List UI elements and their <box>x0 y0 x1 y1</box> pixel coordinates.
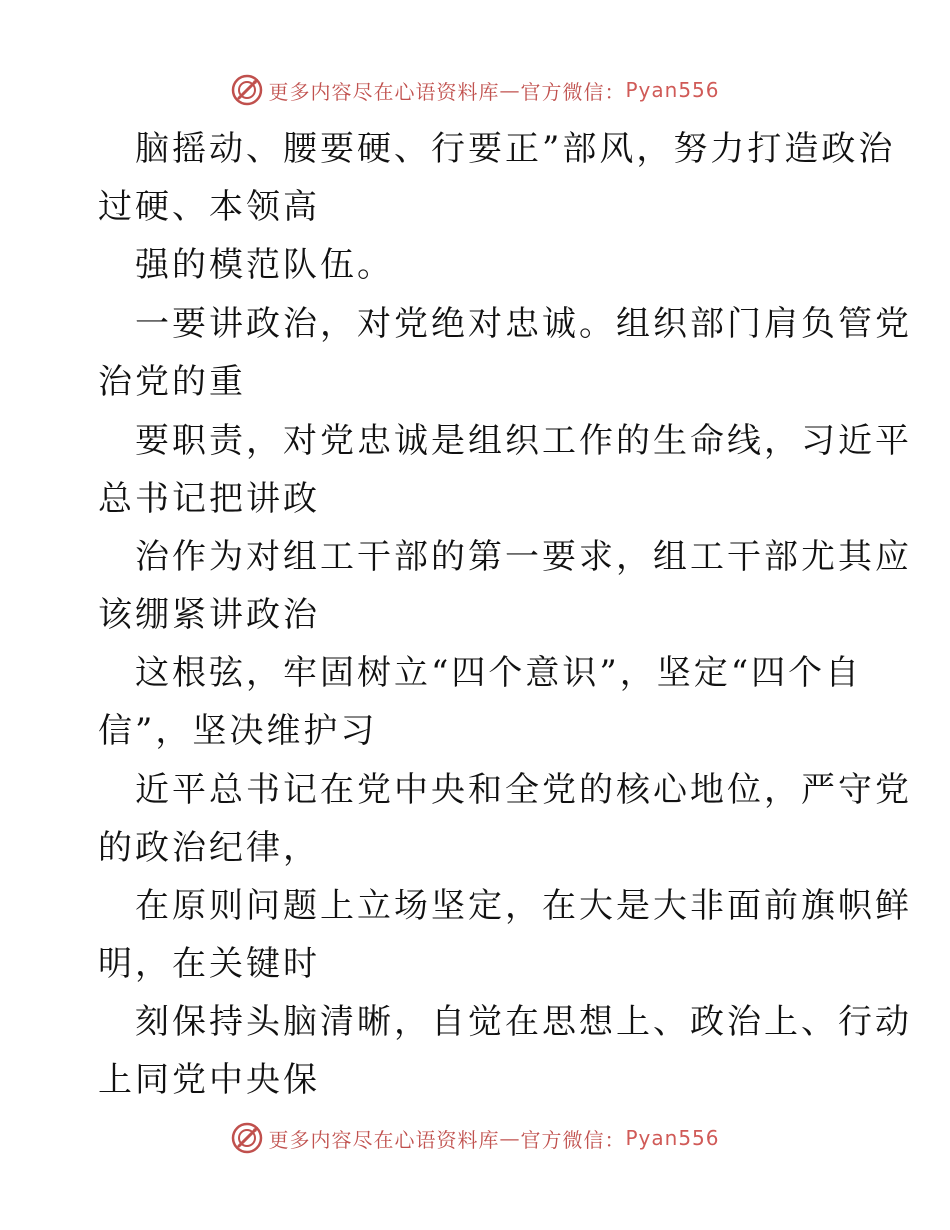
text-line: 该绷紧讲政治 <box>98 595 320 635</box>
text-line: 一要讲政治，对党绝对忠诚。组织部门肩负管党 <box>135 304 912 344</box>
banner-wechat-label: 官方微信： <box>520 1127 626 1152</box>
text-line: 刻保持头脑清晰，自觉在思想上、政治上、行动 <box>135 1002 912 1042</box>
text-line: 上同党中央保 <box>98 1060 320 1100</box>
banner-wechat-id: Pyan556 <box>625 1126 720 1150</box>
text-line: 明，在关键时 <box>98 944 320 984</box>
banner-dash: — <box>499 1126 521 1150</box>
text-line: 的政治纪律， <box>98 828 320 868</box>
text-line: 强的模范队伍。 <box>135 245 394 285</box>
header-banner <box>0 70 950 110</box>
text-line: 总书记把讲政 <box>98 479 320 519</box>
banner-wechat-id: Pyan556 <box>625 78 720 102</box>
footer-banner <box>0 1118 950 1158</box>
banner-site-text: 更多内容尽在心语资料库 <box>268 1127 500 1152</box>
banner-site-text: 更多内容尽在心语资料库 <box>268 79 500 104</box>
text-line: 信”，坚决维护习 <box>98 711 378 751</box>
text-line: 脑摇动、腰要硬、行要正”部风，努力打造政治 <box>135 129 896 169</box>
text-line: 要职责，对党忠诚是组织工作的生命线，习近平 <box>135 421 912 461</box>
text-line: 过硬、本领高 <box>98 187 320 227</box>
text-line: 近平总书记在党中央和全党的核心地位，严守党 <box>135 770 912 810</box>
banner-dash: — <box>499 78 521 102</box>
brand-logo-icon <box>230 73 264 107</box>
text-line: 治党的重 <box>98 362 246 402</box>
text-line: 在原则问题上立场坚定，在大是大非面前旗帜鲜 <box>135 886 912 926</box>
text-line: 这根弦，牢固树立“四个意识”，坚定“四个自 <box>135 653 863 693</box>
banner-wechat-label: 官方微信： <box>520 79 626 104</box>
text-line: 治作为对组工干部的第一要求，组工干部尤其应 <box>135 537 912 577</box>
brand-logo-icon <box>230 1121 264 1155</box>
